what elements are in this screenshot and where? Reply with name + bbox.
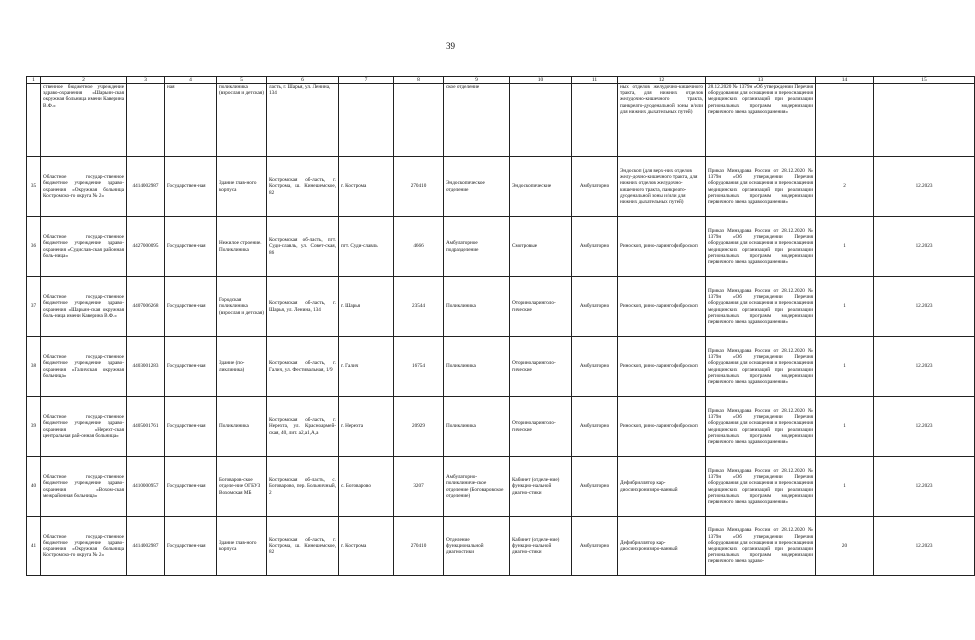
cell-room: [510, 84, 572, 157]
cell-form: Государствен-ная: [165, 157, 217, 217]
column-number: 7: [339, 77, 394, 84]
cell-org: Областное государ-ственное бюджетное учреждение здраво-охранения «Галичская окружная больница»: [41, 337, 127, 397]
cell-care: Амбулаторно: [572, 457, 618, 517]
cell-qty: 1: [816, 457, 874, 517]
cell-date: 12.2023: [874, 397, 975, 457]
cell-address: Костромская об-ласть, пгт. Суди-славль, ул. Совет-ская, 86: [267, 217, 339, 277]
cell-form: Государствен-ная: [165, 457, 217, 517]
cell-equipment: Риноскоп, рино-ларингофиброскоп: [618, 217, 706, 277]
cell-unit: Поликлиника: [444, 337, 510, 397]
cell-org: Областное государ-ственное бюджетное учреждение здраво-охранения «Шарьин-ская окружная боль-ница имени Каверина В.Ф.»: [41, 277, 127, 337]
cell-room: Оториноларинголо-гические: [510, 277, 572, 337]
cell-basis: Приказ Минздрава России от 28.12.2020 № 1379н «Об утверждении Перечня оборудования для оснащения и переоснащения медицинских организаций при реализации региональных программ модернизации первичного звена здравоохранения»: [706, 457, 816, 517]
cell-building: Здание глав-ного корпуса: [217, 517, 267, 576]
cell-org: Областное государ-ственное бюджетное учреждение здраво-охранения «Вохом-ская межрайонная больница»: [41, 457, 127, 517]
table-row: [27, 157, 975, 217]
cell-form: Государствен-ная: [165, 397, 217, 457]
cell-basis: 28.12.2020 № 1379н «Об утверждении Перечня оборудования для оснащения и переоснащения медицинских организаций при реализации региональных программ модернизации первичного звена здравоохранения»: [706, 84, 816, 157]
cell-qty: 1: [816, 397, 874, 457]
cell-locality: г. Шарья: [339, 277, 394, 337]
cell-population: 4666: [394, 217, 444, 277]
cell-form: Государствен-ная: [165, 517, 217, 576]
cell-locality: г. Кострома: [339, 517, 394, 576]
cell-unit: ское отделение: [444, 84, 510, 157]
table-row: [27, 517, 975, 576]
cell-care: Амбулаторно: [572, 397, 618, 457]
cell-num: 38: [27, 337, 41, 397]
cell-unit: Амбулаторно-поликлиниче-ское отделение (Боговаровское отделение): [444, 457, 510, 517]
cell-inn: 4403001283: [127, 337, 165, 397]
cell-room: Кабинет (отделе-ние) функцио-нальной диагно-стики: [510, 457, 572, 517]
cell-room: Эндоскопические: [510, 157, 572, 217]
cell-population: 270410: [394, 517, 444, 576]
column-number: 10: [510, 77, 572, 84]
cell-locality: пгт. Суди-славль: [339, 217, 394, 277]
column-number: 5: [217, 77, 267, 84]
cell-locality: [339, 84, 394, 157]
cell-population: [394, 84, 444, 157]
table-row: [27, 217, 975, 277]
cell-inn: 4407006268: [127, 277, 165, 337]
cell-qty: 2: [816, 157, 874, 217]
cell-equipment: Риноскоп, рино-ларингофиброскоп: [618, 277, 706, 337]
cell-org: Областное государ-ственное бюджетное учреждение здраво-охранения «Нерехт-ская центральная рай-онная больница»: [41, 397, 127, 457]
cell-basis: Приказ Минздрава России от 28.12.2020 № 1379н «Об утверждении Перечня оборудования для оснащения и переоснащения медицинских организаций при реализации региональных программ модернизации первичного звена здравоохранения»: [706, 217, 816, 277]
cell-locality: с. Боговарово: [339, 457, 394, 517]
cell-population: 270410: [394, 157, 444, 217]
cell-inn: 4427000095: [127, 217, 165, 277]
cell-qty: 1: [816, 217, 874, 277]
cell-date: 12.2023: [874, 277, 975, 337]
cell-unit: Эндоскопическое отделение: [444, 157, 510, 217]
column-number: 12: [618, 77, 706, 84]
cell-basis: Приказ Минздрава России от 28.12.2020 № 1379н «Об утверждении Перечня оборудования для оснащения и переоснащения медицинских организаций при реализации региональных программ модернизации первичного звена здравоохранения»: [706, 397, 816, 457]
cell-population: 16754: [394, 337, 444, 397]
continuation-row: [27, 84, 975, 157]
cell-date: 12.2023: [874, 337, 975, 397]
cell-locality: г. Галич: [339, 337, 394, 397]
cell-room: Оториноларинголо-гические: [510, 337, 572, 397]
column-number: 2: [41, 77, 127, 84]
cell-org: Областное государ-ственное бюджетное учреждение здраво-охранения «Судислав-ская районная боль-ница»: [41, 217, 127, 277]
column-number: 11: [572, 77, 618, 84]
cell-care: Амбулаторно: [572, 517, 618, 576]
cell-num: 41: [27, 517, 41, 576]
cell-inn: 4405001761: [127, 397, 165, 457]
cell-room: Смотровые: [510, 217, 572, 277]
page-number: 39: [446, 41, 455, 51]
cell-form: Государствен-ная: [165, 217, 217, 277]
cell-equipment: ных отделов желудочно-кишечного тракта, для нижних отделов желудочно-кишечного тракта, панкреато-дуоденальной зоны и/или для нижних дыхательных путей): [618, 84, 706, 157]
cell-building: Здание глав-ного корпуса: [217, 157, 267, 217]
cell-inn: 4414002987: [127, 157, 165, 217]
cell-equipment: Дефибриллятор кар-диосинхронизиро-ванный: [618, 457, 706, 517]
cell-building: Поликлиника: [217, 397, 267, 457]
cell-org: Областное государ-ственное бюджетное учреждение здраво-охранения «Окружная больница Костромско-го округа № 2»: [41, 157, 127, 217]
cell-date: 12.2023: [874, 157, 975, 217]
cell-qty: 1: [816, 277, 874, 337]
cell-address: Костромская об-ласть, г. Кострома, ш. Кинешемское, 82: [267, 157, 339, 217]
cell-qty: 20: [816, 517, 874, 576]
cell-address: Костромская об-ласть, г. Кострома, ш. Кинешемское, 82: [267, 517, 339, 576]
cell-basis: Приказ Минздрава России от 28.12.2020 № 1379н «Об утверждении Перечня оборудования для оснащения и переоснащения медицинских организаций при реализации региональных программ модернизации первичного звена здраво-: [706, 517, 816, 576]
cell-form: ная: [165, 84, 217, 157]
cell-locality: г. Нерехта: [339, 397, 394, 457]
cell-org: ственное бюджетное учреждение здраво-охранения «Шарьин-ская окружная больница имени Каверина В.Ф.»: [41, 84, 127, 157]
cell-equipment: Эндоскоп (для верх-них отделов желу-дочно-кишечного тракта, для нижних отделов желудочно-кишечного тракта, панкреато-дуоденальной зоны и/или для нижних дыхательных путей): [618, 157, 706, 217]
cell-care: Амбулаторно: [572, 337, 618, 397]
column-number: 6: [267, 77, 339, 84]
table-row: [27, 457, 975, 517]
cell-num: 40: [27, 457, 41, 517]
cell-basis: Приказ Минздрава России от 28.12.2020 № 1379н «Об утверждении Перечня оборудования для оснащения и переоснащения медицинских организаций при реализации региональных программ модернизации первичного звена здравоохранения»: [706, 337, 816, 397]
cell-room: Оториноларинголо-гические: [510, 397, 572, 457]
cell-date: 12.2023: [874, 457, 975, 517]
column-number-row: [27, 77, 975, 84]
cell-building: Нежилое строение. Поликлиника: [217, 217, 267, 277]
cell-inn: [127, 84, 165, 157]
cell-num: 37: [27, 277, 41, 337]
column-number: 8: [394, 77, 444, 84]
cell-population: 20929: [394, 397, 444, 457]
cell-care: Амбулаторно: [572, 277, 618, 337]
column-number: 14: [816, 77, 874, 84]
table-row: [27, 337, 975, 397]
cell-basis: Приказ Минздрава России от 28.12.2020 № 1379н «Об утверждении Перечня оборудования для оснащения и переоснащения медицинских организаций при реализации региональных программ модернизации первичного звена здравоохранения»: [706, 157, 816, 217]
cell-inn: 4414002987: [127, 517, 165, 576]
cell-date: 12.2023: [874, 217, 975, 277]
cell-inn: 4410000957: [127, 457, 165, 517]
cell-qty: [816, 84, 874, 157]
cell-equipment: Дефибриллятор кар-диосинхронизиро-ванный: [618, 517, 706, 576]
column-number: 3: [127, 77, 165, 84]
cell-basis: Приказ Минздрава России от 28.12.2020 № 1379н «Об утверждении Перечня оборудования для оснащения и переоснащения медицинских организаций при реализации региональных программ модернизации первичного звена здравоохранения»: [706, 277, 816, 337]
cell-room: Кабинет (отделе-ние) функцио-нальной диагно-стики: [510, 517, 572, 576]
cell-unit: Отделение функциональной диагностики: [444, 517, 510, 576]
column-number: 9: [444, 77, 510, 84]
column-number: 13: [706, 77, 816, 84]
cell-address: Костромская об-ласть, г. Галич, ул. Фестивальная, 1/9: [267, 337, 339, 397]
cell-address: Костромская об-ласть, г. Шарья, ул. Ленина, 134: [267, 277, 339, 337]
cell-population: 3207: [394, 457, 444, 517]
cell-form: Государствен-ная: [165, 277, 217, 337]
cell-date: 12.2023: [874, 517, 975, 576]
cell-care: Амбулаторно: [572, 157, 618, 217]
cell-unit: Поликлиника: [444, 277, 510, 337]
cell-unit: Поликлиника: [444, 397, 510, 457]
equipment-table: [26, 76, 975, 576]
cell-num: [27, 84, 41, 157]
cell-equipment: Риноскоп, рино-ларингофиброскоп: [618, 397, 706, 457]
cell-building: Городская поликлиника (взрослая и детская): [217, 277, 267, 337]
cell-care: [572, 84, 618, 157]
table-row: [27, 397, 975, 457]
cell-equipment: Риноскоп, рино-ларингофиброскоп: [618, 337, 706, 397]
cell-num: 35: [27, 157, 41, 217]
cell-address: Костромская об-ласть, г. Нерехта, ул. Красноармей-ская, 40, лит. а2,а1,А,а: [267, 397, 339, 457]
cell-building: поликлиника (взрослая и детская): [217, 84, 267, 157]
cell-building: Здание (по-ликлиника): [217, 337, 267, 397]
cell-population: 23544: [394, 277, 444, 337]
cell-num: 36: [27, 217, 41, 277]
cell-form: Государствен-ная: [165, 337, 217, 397]
column-number: 4: [165, 77, 217, 84]
cell-num: 39: [27, 397, 41, 457]
cell-qty: 1: [816, 337, 874, 397]
cell-address: Костромская об-ласть, с. Боговарово, пер. Больничный, 2: [267, 457, 339, 517]
cell-org: Областное государ-ственное бюджетное учреждение здраво-охранения «Окружная больница Костромско-го округа № 2»: [41, 517, 127, 576]
cell-unit: Амбулаторное подразделение: [444, 217, 510, 277]
column-number: 1: [27, 77, 41, 84]
table-row: [27, 277, 975, 337]
cell-building: Боговаров-ское отделе-ние ОГБУЗ Вохомская МБ: [217, 457, 267, 517]
cell-care: Амбулаторно: [572, 217, 618, 277]
cell-address: ласть, г. Шарья, ул. Ленина, 134: [267, 84, 339, 157]
cell-locality: г. Кострома: [339, 157, 394, 217]
column-number: 15: [874, 77, 975, 84]
cell-date: [874, 84, 975, 157]
